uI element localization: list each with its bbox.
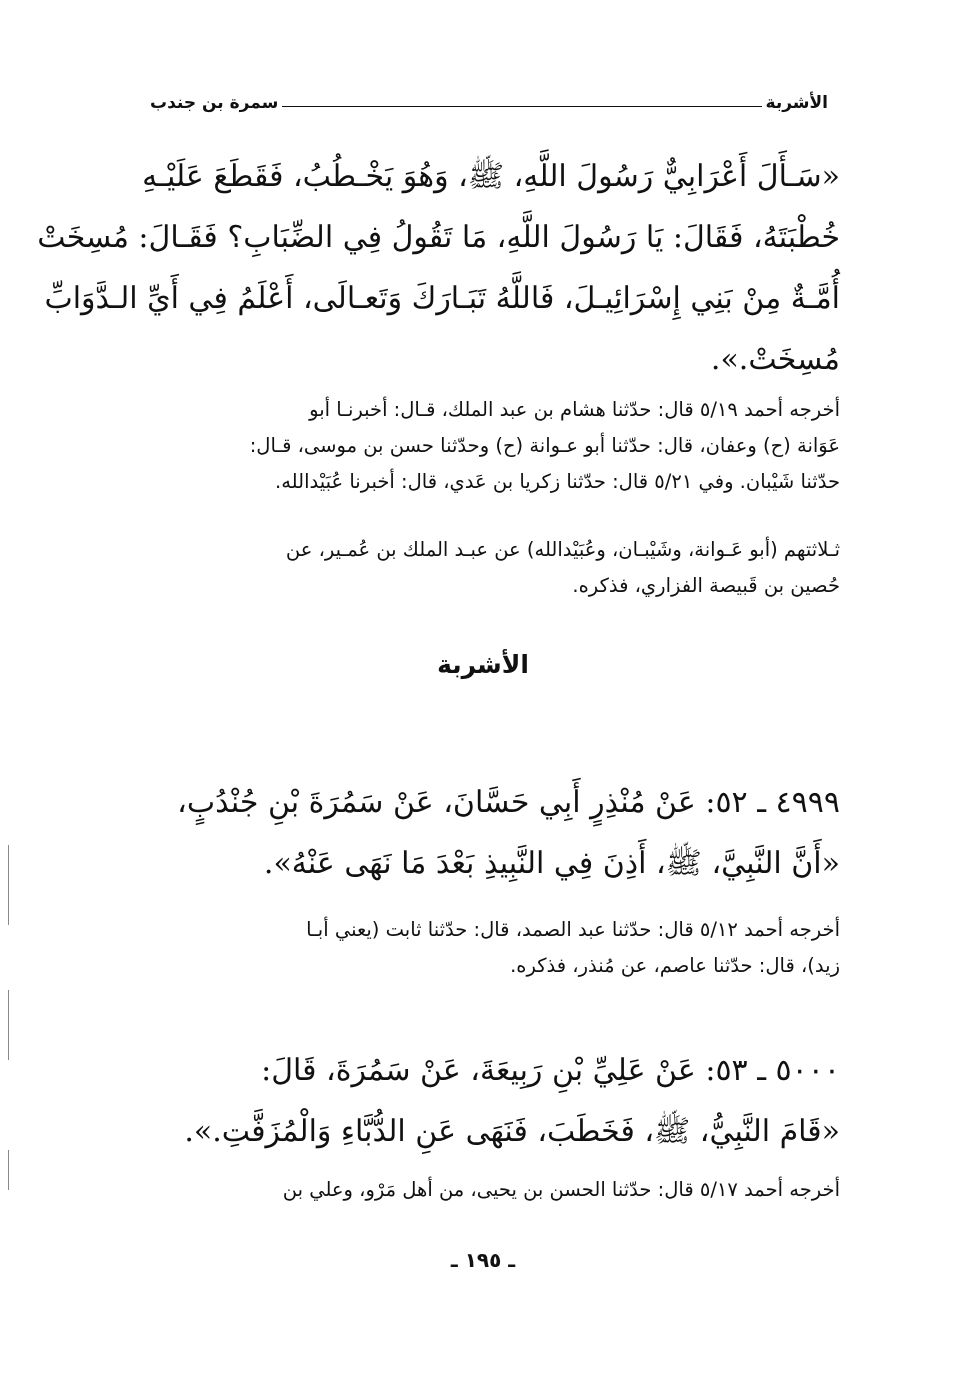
- header-chapter: الأشربة: [765, 93, 828, 113]
- hadith-matn: «قَامَ النَّبِيُّ، ﷺ، فَخَطَبَ، فَنَهَى عَنِ الدُّبَّاءِ وَالْمُزَفَّتِ.».: [184, 1114, 840, 1149]
- scan-edge-mark: [8, 845, 9, 925]
- hadith-4999-takhrij: [150, 912, 840, 984]
- running-header: [150, 88, 828, 118]
- hadith-prev-takhrij: [150, 392, 840, 500]
- header-rule: [282, 106, 761, 107]
- matn-line: «سَـأَلَ أَعْرَابِيٌّ رَسُولَ اللَّهِ، ﷺ، وَهُوَ يَخْـطُبُ، فَقَطَعَ عَلَيْـهِ: [142, 159, 840, 194]
- header-narrator: سمرة بن جندب: [150, 93, 279, 113]
- scan-edge-mark: [8, 1150, 9, 1190]
- takhrij-line: عَوَانة (ح) وعفان، قال: حدّثنا أبو عـوانة (ح) وحدّثنا حسن بن موسى، قـال:: [249, 434, 840, 457]
- page-number: ـ ١٩٥ ـ: [450, 1248, 516, 1272]
- takhrij-line: أخرجه أحمد ٥/١٧ قال: حدّثنا الحسن بن يحيى، من أهل مَرْو، وعلي بن: [282, 1178, 840, 1201]
- hadith-prev-matn: [37, 146, 840, 390]
- section-title: الأشربة: [437, 650, 529, 679]
- hadith-5000-takhrij: [150, 1172, 840, 1208]
- takhrij-line: زيد)، قال: حدّثنا عاصم، عن مُنذر، فذكره.: [510, 954, 840, 977]
- scan-edge-mark: [8, 990, 9, 1060]
- hadith-matn: «أَنَّ النَّبِيَّ، ﷺ، أَذِنَ فِي النَّبِيذِ بَعْدَ مَا نَهَى عَنْهُ».: [263, 846, 840, 881]
- hadith-intro: ٥٠٠٠ ـ ٥٣: عَنْ عَلِيِّ بْنِ رَبِيعَةَ، عَنْ سَمُرَةَ، قَالَ:: [261, 1053, 840, 1088]
- matn-line: أُمَّـةٌ مِنْ بَنِي إِسْرَائِيـلَ، فَاللَّهُ تَبَـارَكَ وَتَعـالَى، أَعْلَمُ فِي أَيِّ الـدَّوَابِّ: [44, 281, 840, 316]
- hadith-prev-isnad: [150, 532, 840, 604]
- hadith-4999: [150, 772, 840, 894]
- takhrij-line: أخرجه أحمد ٥/١٢ قال: حدّثنا عبد الصمد، قال: حدّثنا ثابت (يعني أبـا: [306, 918, 840, 941]
- isnad-line: حُصين بن قَبيصة الفزاري، فذكره.: [572, 574, 840, 597]
- hadith-5000: [150, 1040, 840, 1162]
- takhrij-line: أخرجه أحمد ٥/١٩ قال: حدّثنا هشام بن عبد الملك، قـال: أخبرنـا أبو: [309, 398, 840, 421]
- matn-line: خُطْبَتَهُ، فَقَالَ: يَا رَسُولَ اللَّهِ، مَا تَقُولُ فِي الضِّبَابِ؟ فَقَـالَ: مُسِخَتْ: [37, 220, 840, 255]
- isnad-line: ثـلاثتهم (أبو عَـوانة، وشَيْبـان، وعُبَيْدالله) عن عبـد الملك بن عُمـير، عن: [285, 538, 840, 561]
- matn-line: مُسِخَتْ.».: [710, 342, 840, 377]
- takhrij-line: حدّثنا شَيْبان. وفي ٥/٢١ قال: حدّثنا زكريا بن عَدي، قال: أخبرنا عُبَيْدالله.: [275, 470, 840, 493]
- hadith-intro: ٤٩٩٩ ـ ٥٢: عَنْ مُنْذِرٍ أَبِي حَسَّانَ، عَنْ سَمُرَةَ بْنِ جُنْدُبٍ،: [177, 785, 840, 820]
